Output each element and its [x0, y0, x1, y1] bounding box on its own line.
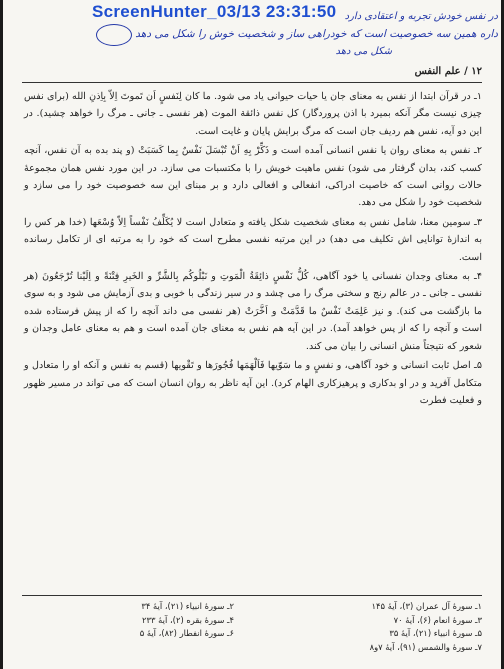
paragraph-1: ۱ـ در قرآن ابتدا از نفس به معنای جان یا حیات حیوانی یاد می شود. ما کان لِنَفسٍ اَن تَموتَ اِلاّ بِاِذنِ الله (برای نفس چیزی نیست مگر آنکه بمیرد با اذن پروردگار) کل نفس ذائقة الموت (هر نفسی ـ جانی ـ مرگ را خواهد چشید). در این دو آیه، نفس هم ردیف جان است که مرگ برایش پایان و غایت است.: [24, 91, 482, 137]
screenhunter-watermark: ScreenHunter_03/13 23:31:50: [92, 2, 337, 21]
footnotes-left-column: [24, 600, 234, 641]
footnote-5: ۵ـ سورهٔ انبیاء (۲۱)، آیهٔ ۳۵: [389, 628, 482, 639]
footnote-4: ۴ـ سورهٔ بقره (۲)، آیهٔ ۲۳۳: [141, 614, 234, 625]
footnote-6: ۶ـ سورهٔ انفطار (۸۲)، آیهٔ ۵: [139, 628, 234, 639]
paragraph-5: ۵ـ اصل ثابت انسانی و خود آگاهی، و نفسٍ و ما سَوّیها فَاَلْهَمَها فُجُورَها و تَقْویها (قسم به نفس و آنکه او را متعادل و متکامل آفرید و در او بدکاری و پرهیزکاری الهام کرد). این آیه ناظر به روان انسان است که می تواند در مسیر ظهور و فعلیت فطرت: [24, 360, 483, 406]
footnote-7: ۷ـ سورهٔ والشمس (۹۱)، آیهٔ ۷و۸: [369, 641, 482, 652]
footnote-divider: [22, 595, 482, 596]
scan-edge-left: [0, 0, 3, 669]
paragraph-2: ۲ـ نفس به معنای روان یا نفس انسانی آمده است و ذَکِّرْ بِهِ اَنْ تُبْسَلَ نَفْسٌ بِما کَسَبَتْ (و پند بده به آن نفس، آنچه کسب کند، بدان گرفتار می شود) نفس ماهیت خویش را با مکتسبات می سازد. در این مورد نفس همان مجموعهٔ حالات روانی است که خاصیت ادراکی، انفعالی و افعالی دارد و بر مبنای این سه خصوصیت خود را می سازد و شخصیت خود را شکل می دهد.: [24, 145, 482, 209]
footnote-2: ۲ـ سورهٔ انبیاء (۲۱)، آیهٔ ۳۴: [141, 601, 234, 611]
paragraph-3: ۳ـ سومین معنا، شامل نفس به معنای شخصیت شکل یافته و متعادل است لا یُکَلِّفُ نَفْساً اِلاّ وُسْعَها (خدا هر کس را به اندازهٔ توانایی اش تکلیف می دهد) در این مرتبه نفسی مطرح است که خود را به مرتبه ای از تکامل رسانده است.: [24, 216, 482, 263]
header-divider: [22, 82, 482, 83]
handwritten-note-3: شکل می دهد: [335, 46, 392, 57]
paragraph-4: ۴ـ به معنای وجدان نفسانی یا خود آگاهی، کُلُّ نَفْسٍ ذائِقَةُ الْمَوتِ و نَبْلُوکُم بِالشَّرِّ و الخَیرِ فِتْنَةً و اِلَیْنا تُرْجَعُونَ (هر نفسی ـ جانی ـ در عالم رنج و سختی مرگ را می چشد و در سیر زندگی با خوبی و بدی آزمایش می شود و به سوی ما بازگشت می کند). و نیز عَلِمَتْ نَفْسٌ ما قَدَّمَتْ و اَخَّرَتْ (هر نفسی می داند آنچه را که از پیش فرستاده شده است و آنچه را که از پس خواهد آمد). در این آیه هم نفس به معنای جان آمده است و هم به معنای عامل وجدان و شعور که نتیجتاً منش انسانی را بیان می کند.: [24, 271, 482, 352]
footnotes-right-column: [252, 600, 482, 654]
handwritten-note-1: در نفس خودش تجربه و اعتقادی دارد: [344, 11, 498, 22]
handwritten-note-2: داره همین سه خصوصیت است که خودراهی ساز و شخصیت خوش را شکل می دهد: [135, 28, 498, 40]
footnote-1: ۱ـ سورهٔ آل عمران (۳)، آیهٔ ۱۴۵: [371, 601, 482, 611]
footnote-3: ۳ـ سورهٔ انعام (۶)، آیهٔ ۷۰: [393, 614, 482, 625]
body-text: [24, 88, 482, 411]
page-header: ۱۲ / علم النفس: [414, 66, 482, 77]
ink-circle-mark: [96, 24, 132, 46]
